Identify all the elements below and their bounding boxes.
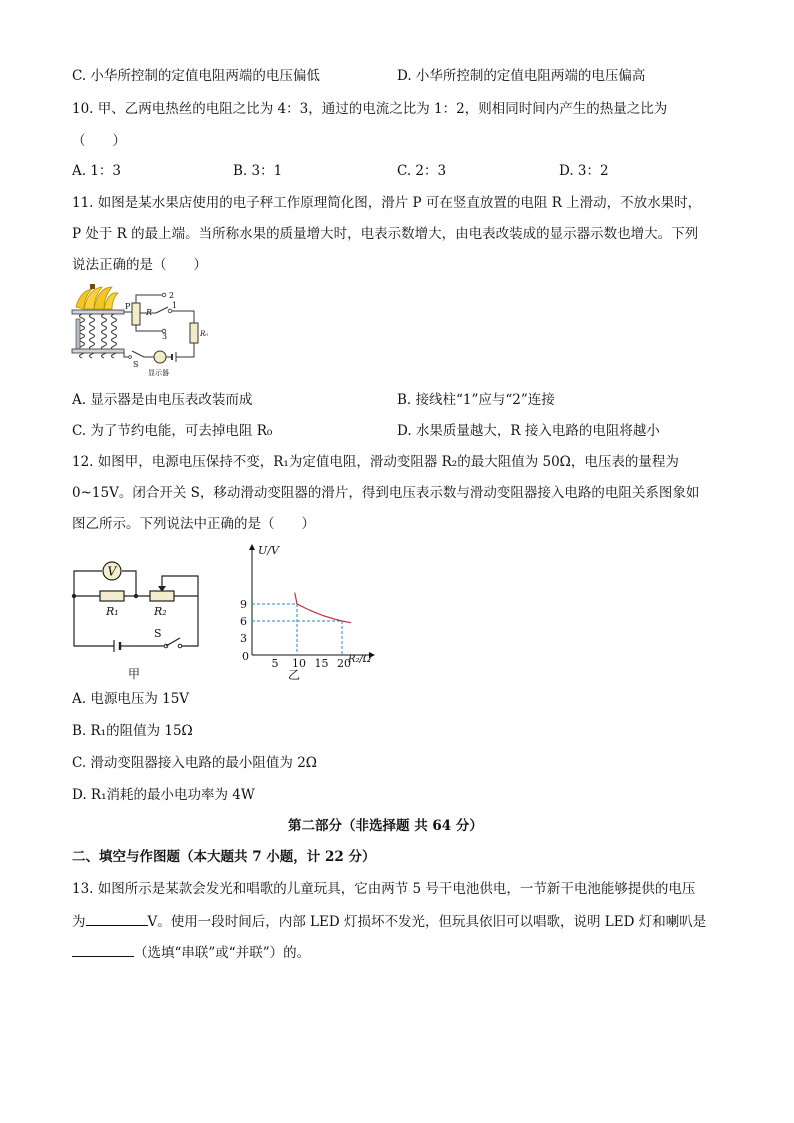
x-axis-label: R₂/Ω bbox=[348, 654, 372, 665]
terminal-3-label: 3 bbox=[162, 332, 168, 341]
y-tick-label: 6 bbox=[240, 614, 247, 628]
y-tick-label: 3 bbox=[240, 631, 247, 645]
q11-option-d: D. 水果质量越大，R 接入电路的电阻将越小 bbox=[397, 423, 660, 439]
resistor-r2 bbox=[150, 591, 174, 601]
q13-line2-suffix: V。使用一段时间后，内部 LED 灯损坏不发光，但玩具依旧可以唱歌，说明 LED 灯和喇叭是 bbox=[147, 914, 707, 930]
resistor-r0 bbox=[190, 323, 198, 343]
q11-scale-circuit-figure bbox=[70, 283, 220, 381]
display-label: 显示器 bbox=[148, 369, 169, 377]
q13-stem-line1: 13. 如图所示是某款会发光和唱歌的儿童玩具，它由两节 5 号干电池供电，一节新干电池能够提供的电压 bbox=[72, 881, 696, 897]
r2-label: R₂ bbox=[154, 605, 167, 618]
x-tick-label: 5 bbox=[271, 657, 279, 670]
switch-label: S bbox=[154, 627, 162, 640]
q13-stem-line3 bbox=[72, 942, 310, 962]
q11-stem-line2: P 处于 R 的最上端。当所称水果的质量增大时，电表示数增大，由电表改装成的显示器示数也增大。下列 bbox=[72, 226, 699, 242]
q10-stem: 10. 甲、乙两电热丝的电阻之比为 4：3，通过的电流之比为 1：2，则相同时间内产生的热量之比为 bbox=[72, 101, 668, 117]
display-meter bbox=[154, 351, 166, 363]
q12-voltage-resistance-chart bbox=[232, 540, 382, 685]
q11-stem-line3: 说法正确的是（ ） bbox=[72, 257, 207, 273]
figure-a-caption: 甲 bbox=[128, 667, 141, 681]
q12-option-d: D. R₁消耗的最小电功率为 4W bbox=[72, 787, 255, 803]
y-axis-label: U/V bbox=[258, 544, 279, 557]
resistor-r bbox=[132, 303, 140, 325]
q11-option-b: B. 接线柱“1”应与“2”连接 bbox=[397, 392, 555, 408]
x-tick-label: 10 bbox=[292, 657, 306, 670]
q13-blank-2[interactable] bbox=[72, 942, 134, 957]
q12-stem-line2: 0~15V。闭合开关 S，移动滑动变阻器的滑片，得到电压表示数与滑动变阻器接入电路的电阻关系图象如 bbox=[72, 485, 700, 501]
q12-option-b: B. R₁的阻值为 15Ω bbox=[72, 723, 193, 739]
q12-circuit-figure-a bbox=[70, 558, 210, 682]
origin-label: 0 bbox=[242, 650, 249, 663]
q12-stem-line1: 12. 如图甲，电源电压保持不变，R₁为定值电阻，滑动变阻器 R₂的最大阻值为 50Ω，电压表的量程为 bbox=[72, 454, 679, 470]
scale-tray bbox=[72, 310, 124, 314]
banana-icon bbox=[76, 284, 118, 309]
q13-line3-suffix: （选填“串联”或“并联”）的。 bbox=[134, 945, 311, 961]
q13-blank-1[interactable] bbox=[86, 911, 148, 926]
label-s: S bbox=[133, 360, 139, 369]
section-2-heading: 二、填空与作图题（本大题共 7 小题，计 22 分） bbox=[72, 849, 376, 865]
q10-bracket: （ ） bbox=[72, 133, 126, 149]
q10-option-b: B. 3：1 bbox=[233, 163, 283, 179]
q11-option-a: A. 显示器是由电压表改装而成 bbox=[72, 392, 253, 408]
x-tick-label: 20 bbox=[337, 657, 351, 670]
label-p: P bbox=[125, 302, 131, 311]
q10-option-a: A. 1：3 bbox=[72, 163, 122, 179]
figure-b-caption: 乙 bbox=[288, 668, 301, 682]
terminal-2-label: 2 bbox=[169, 291, 175, 300]
y-axis-arrow bbox=[249, 544, 255, 550]
q12-option-a: A. 电源电压为 15V bbox=[72, 691, 190, 707]
resistor-r1 bbox=[100, 591, 124, 601]
q13-line2-prefix: 为 bbox=[72, 914, 86, 930]
q10-option-d: D. 3：2 bbox=[559, 163, 609, 179]
q11-stem-line1: 11. 如图是某水果店使用的电子秤工作原理简化图，滑片 P 可在竖直放置的电阻 R 上滑动，不放水果时， bbox=[72, 195, 702, 211]
q13-stem-line2 bbox=[72, 911, 706, 931]
q9-option-d: D. 小华所控制的定值电阻两端的电压偏高 bbox=[397, 68, 646, 84]
part2-heading: 第二部分（非选择题 共 64 分） bbox=[288, 818, 483, 834]
q11-option-c: C. 为了节约电能，可去掉电阻 R₀ bbox=[72, 423, 273, 439]
q12-stem-line3: 图乙所示。下列说法中正确的是（ ） bbox=[72, 516, 315, 532]
label-r0: R₀ bbox=[200, 330, 209, 338]
q12-option-c: C. 滑动变阻器接入电路的最小阻值为 2Ω bbox=[72, 755, 318, 771]
x-tick-label: 15 bbox=[314, 657, 329, 670]
r1-label: R₁ bbox=[106, 605, 119, 618]
q9-option-c: C. 小华所控制的定值电阻两端的电压偏低 bbox=[72, 68, 320, 84]
terminal-1-label: 1 bbox=[172, 301, 178, 310]
series-curve bbox=[295, 593, 351, 623]
label-r: R bbox=[146, 308, 153, 317]
q10-option-c: C. 2：3 bbox=[397, 163, 447, 179]
voltmeter-label: V bbox=[107, 564, 117, 579]
scale-base bbox=[72, 349, 124, 353]
y-tick-label: 9 bbox=[240, 597, 247, 611]
